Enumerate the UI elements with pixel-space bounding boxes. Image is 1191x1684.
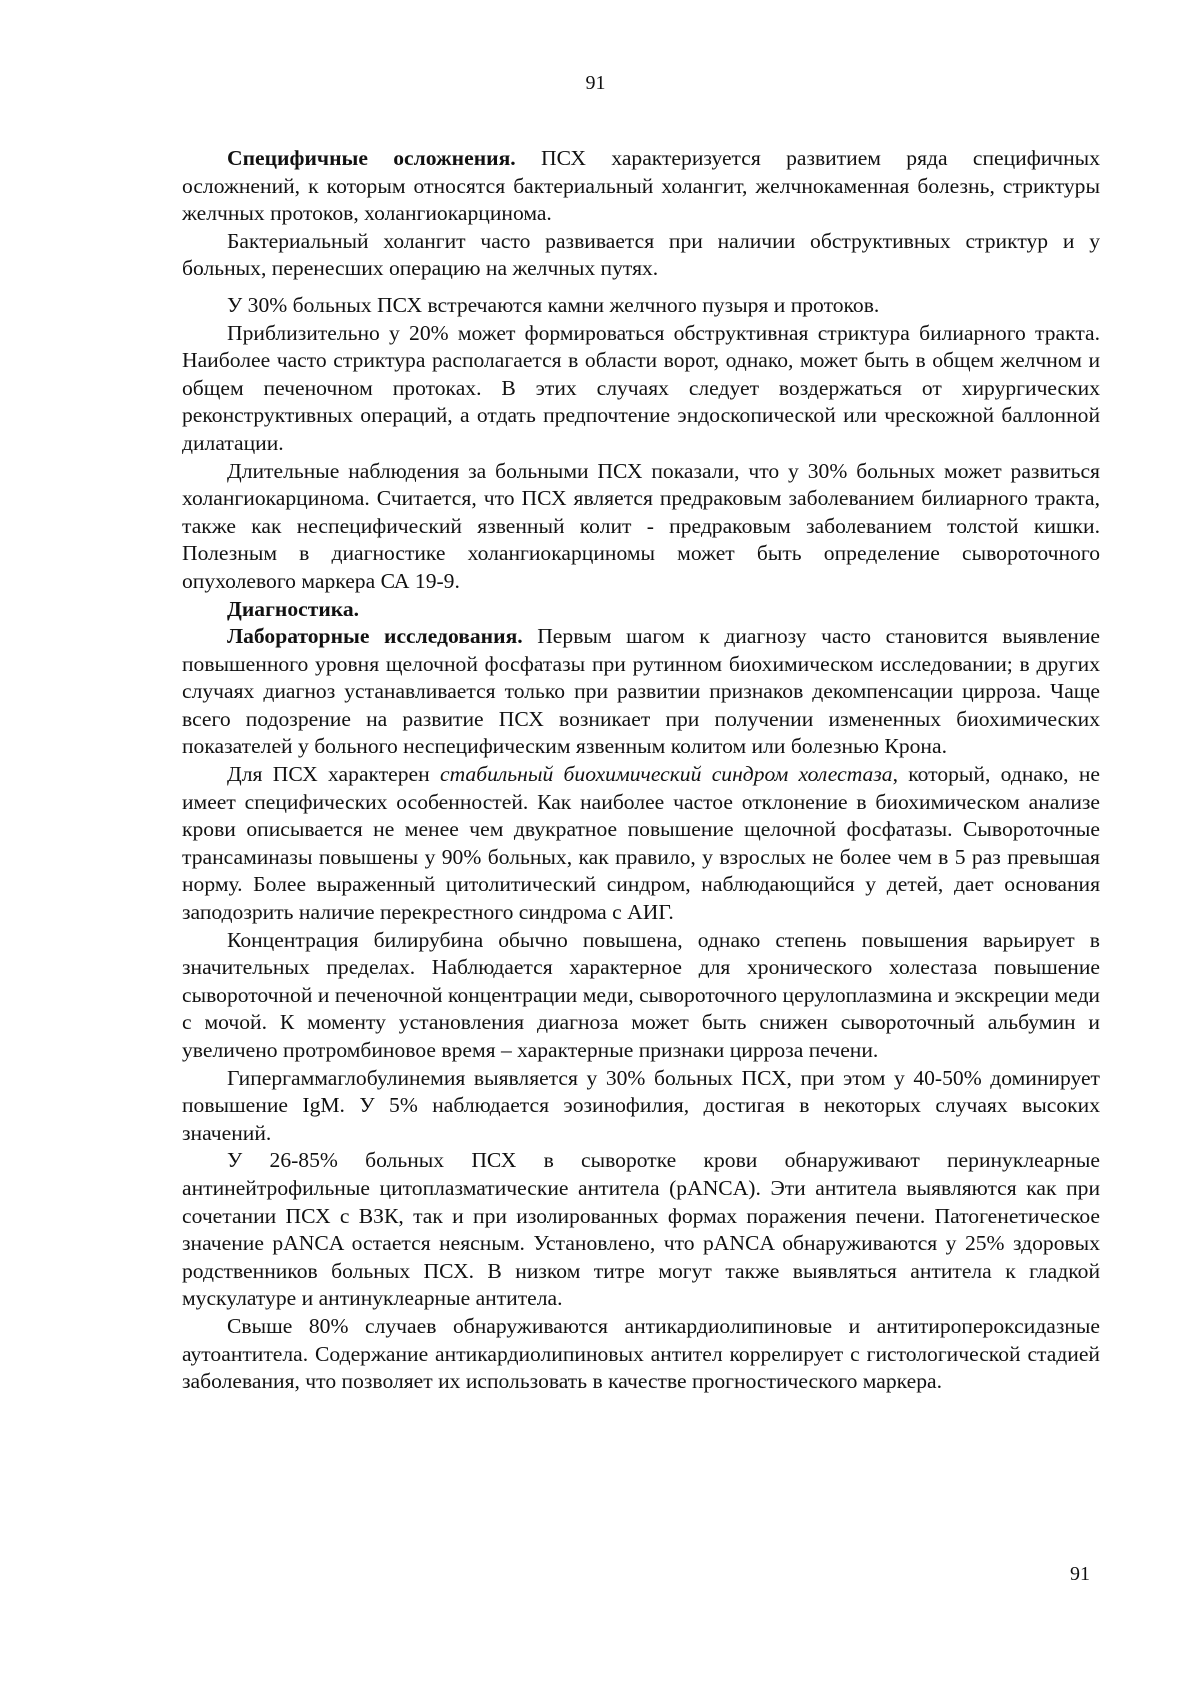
paragraph-text: Для ПСХ характерен	[227, 762, 440, 787]
heading-diagnostics: Диагностика.	[227, 596, 360, 621]
paragraph-text: ПСХ характеризуется развитием ряда специфичных осложнений, к которым относятся бактериальный холангит, желчнокаменная болезнь, стриктуры желчных протоков, холангиокарцинома.	[182, 146, 1100, 226]
document-body	[182, 145, 1100, 1396]
paragraph-hypergammaglobulinemia: Гипергаммаглобулинемия выявляется у 30% больных ПСХ, при этом у 40-50% доминирует повышение IgM. У 5% наблюдается эозинофилия, достигая в некоторых случаях высоких значений.	[182, 1065, 1100, 1145]
paragraph-cholestasis-syndrome	[182, 761, 1100, 927]
heading-lab-tests: Лабораторные исследования.	[227, 624, 523, 649]
heading-specific-complications: Специфичные осложнения.	[227, 146, 516, 170]
paragraph-gallstones: У 30% больных ПСХ встречаются камни желчного пузыря и протоков.	[227, 292, 880, 317]
paragraph-specific-complications	[182, 145, 1100, 228]
section-heading-diagnostics	[182, 596, 1100, 624]
page-number-top: 91	[585, 72, 606, 94]
paragraph-bacterial-cholangitis: Бактериальный холангит часто развивается при наличии обструктивных стриктур и у больных, перенесших операцию на желчных путях.	[182, 228, 1100, 281]
italic-term: стабильный биохимический синдром холестаза	[439, 762, 893, 787]
paragraph-lab-tests	[182, 623, 1100, 761]
paragraph-panca: У 26-85% больных ПСХ в сыворотке крови обнаруживают перинуклеарные антинейтрофильные цитоплазматические антитела (pANCA). Эти антитела выявляются как при сочетании ПСХ с ВЗК, так и при изолированных формах поражения печени. Патогенетическое значение pANCA остается неясным. Установлено, что pANCA обнаруживаются у 25% здоровых родственников больных ПСХ. В низком титре могут также выявляться антитела к гладкой мускулатуре и антинуклеарные антитела.	[182, 1148, 1100, 1311]
paragraph-text: Первым шагом к диагнозу часто становится выявление повышенного уровня щелочной фосфатазы при рутинном биохимическом исследовании; в других случаях диагноз устанавливается только при развитии признаков декомпенсации цирроза. Чаще всего подозрение на развитие ПСХ возникает при получении измененных биохимических показателей у больного неспецифическим язвенным колитом или болезнью Крона.	[182, 624, 1100, 759]
paragraph-cholangiocarcinoma: Длительные наблюдения за больными ПСХ показали, что у 30% больных может развиться холангиокарцинома. Считается, что ПСХ является предраковым заболеванием билиарного тракта, также как неспецифический язвенный колит - предраковым заболеванием толстой кишки. Полезным в диагностике холангиокарциномы может быть определение сывороточного опухолевого маркера СА 19-9.	[182, 458, 1100, 593]
paragraph-stricture: Приблизительно у 20% может формироваться обструктивная стриктура билиарного тракта. Наиболее часто стриктура располагается в области ворот, однако, может быть в общем желчном и общем печеночном протоках. В этих случаях следует воздержаться от хирургических реконструктивных операций, а отдать предпочтение эндоскопической или чрескожной баллонной дилатации.	[182, 320, 1100, 455]
paragraph-bilirubin: Концентрация билирубина обычно повышена, однако степень повышения варьирует в значительных пределах. Наблюдается характерное для хронического холестаза повышение сывороточной и печеночной концентрации меди, сывороточного церулоплазмина и экскреции меди с мочой. К моменту установления диагноза может быть снижен сывороточный альбумин и увеличено протромбиновое время – характерные признаки цирроза печени.	[182, 927, 1100, 1062]
page-number-bottom: 91	[1070, 1563, 1090, 1585]
paragraph-autoantibodies: Свыше 80% случаев обнаруживаются антикардиолипиновые и антитиропероксидазные аутоантитела. Содержание антикардиолипиновых антител коррелирует с гистологической стадией заболевания, что позволяет их использовать в качестве прогностического маркера.	[182, 1313, 1100, 1394]
paragraph-text: , который, однако, не имеет специфических особенностей. Как наиболее частое отклонение в биохимическом анализе крови описывается не менее чем двукратное повышение щелочной фосфатазы. Сывороточные трансаминазы повышены у 90% больных, как правило, у взрослых не более чем в 5 раз превышая норму. Более выраженный цитолитический синдром, наблюдающийся у детей, дает основания заподозрить наличие перекрестного синдрома с АИГ.	[182, 762, 1100, 925]
